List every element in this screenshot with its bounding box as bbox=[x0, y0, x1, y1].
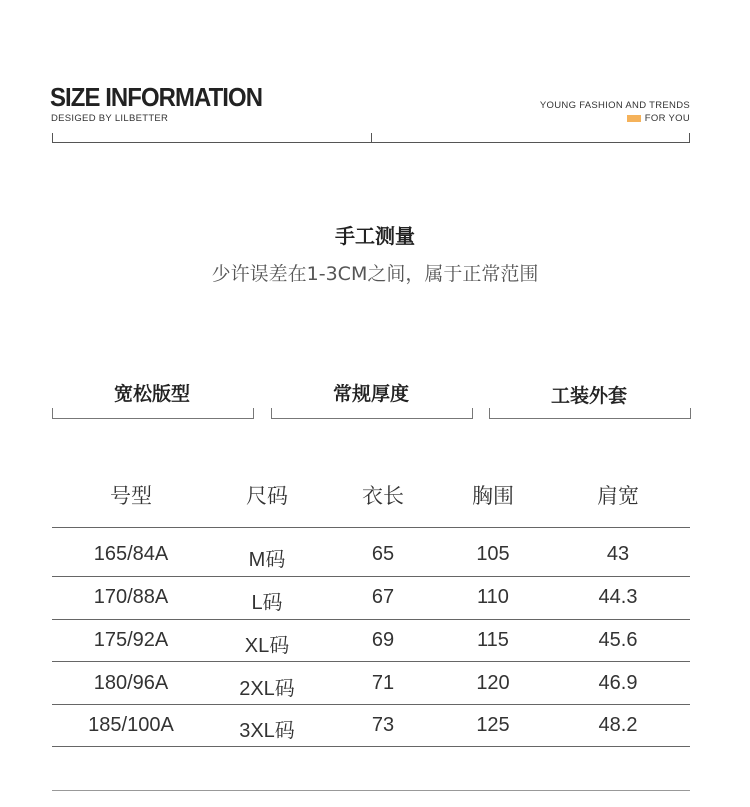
tagline-line-2-text: FOR YOU bbox=[644, 113, 690, 124]
cell-shoulder: 45.6 bbox=[598, 629, 638, 651]
cell-model: 175/92A bbox=[93, 629, 169, 651]
cell-model: 165/84A bbox=[93, 543, 169, 565]
cell-size: 2XL码 bbox=[239, 678, 295, 700]
cell-chest: 105 bbox=[476, 543, 510, 565]
feature-fit-bracket bbox=[52, 408, 254, 419]
measure-note: 少许误差在1-3CM之间，属于正常范围 bbox=[211, 263, 539, 285]
cell-chest: 115 bbox=[477, 629, 509, 651]
cell-size: M码 bbox=[248, 549, 286, 571]
footer-divider bbox=[52, 790, 690, 791]
col-header-model: 号型 bbox=[110, 484, 152, 508]
tagline-line-1: YOUNG FASHION AND TRENDS bbox=[539, 100, 690, 111]
divider-tick-left bbox=[52, 133, 53, 142]
cell-size: XL码 bbox=[244, 635, 290, 657]
cell-chest: 120 bbox=[476, 672, 510, 694]
feature-thickness: 常规厚度 bbox=[332, 383, 409, 405]
divider-tick-right bbox=[689, 133, 690, 142]
cell-shoulder: 48.2 bbox=[598, 714, 638, 736]
divider-tick-middle bbox=[371, 133, 372, 142]
cell-length: 73 bbox=[371, 714, 395, 736]
table-header-divider bbox=[52, 527, 690, 528]
row-divider bbox=[52, 576, 690, 577]
feature-style-bracket bbox=[489, 408, 691, 419]
cell-shoulder: 43 bbox=[606, 543, 630, 565]
measure-heading: 手工测量 bbox=[335, 224, 415, 248]
cell-size: 3XL码 bbox=[239, 720, 295, 742]
feature-style: 工装外套 bbox=[550, 385, 627, 407]
cell-length: 71 bbox=[371, 672, 395, 694]
cell-shoulder: 46.9 bbox=[598, 672, 638, 694]
cell-size: L码 bbox=[251, 592, 283, 614]
col-header-shoulder: 肩宽 bbox=[597, 484, 639, 508]
row-divider bbox=[52, 704, 690, 705]
tagline-line-2 bbox=[627, 113, 690, 124]
designer-credit: DESIGED BY LILBETTER bbox=[51, 113, 169, 124]
row-divider bbox=[52, 661, 690, 662]
col-header-chest: 胸围 bbox=[472, 484, 514, 508]
cell-chest: 110 bbox=[477, 586, 509, 608]
col-header-size: 尺码 bbox=[246, 484, 288, 508]
cell-model: 180/96A bbox=[93, 672, 169, 694]
col-header-length: 衣长 bbox=[362, 484, 404, 508]
cell-chest: 125 bbox=[476, 714, 510, 736]
feature-thickness-bracket bbox=[271, 408, 473, 419]
cell-length: 67 bbox=[371, 586, 395, 608]
row-divider bbox=[52, 746, 690, 747]
cell-model: 185/100A bbox=[88, 714, 174, 736]
cell-model: 170/88A bbox=[93, 586, 169, 608]
cell-length: 69 bbox=[371, 629, 395, 651]
cell-length: 65 bbox=[371, 543, 395, 565]
header-divider bbox=[52, 142, 690, 143]
feature-fit: 宽松版型 bbox=[113, 383, 190, 405]
page-title: SIZE INFORMATION bbox=[50, 82, 263, 112]
row-divider bbox=[52, 619, 690, 620]
cell-shoulder: 44.3 bbox=[598, 586, 638, 608]
accent-bar bbox=[627, 115, 641, 122]
